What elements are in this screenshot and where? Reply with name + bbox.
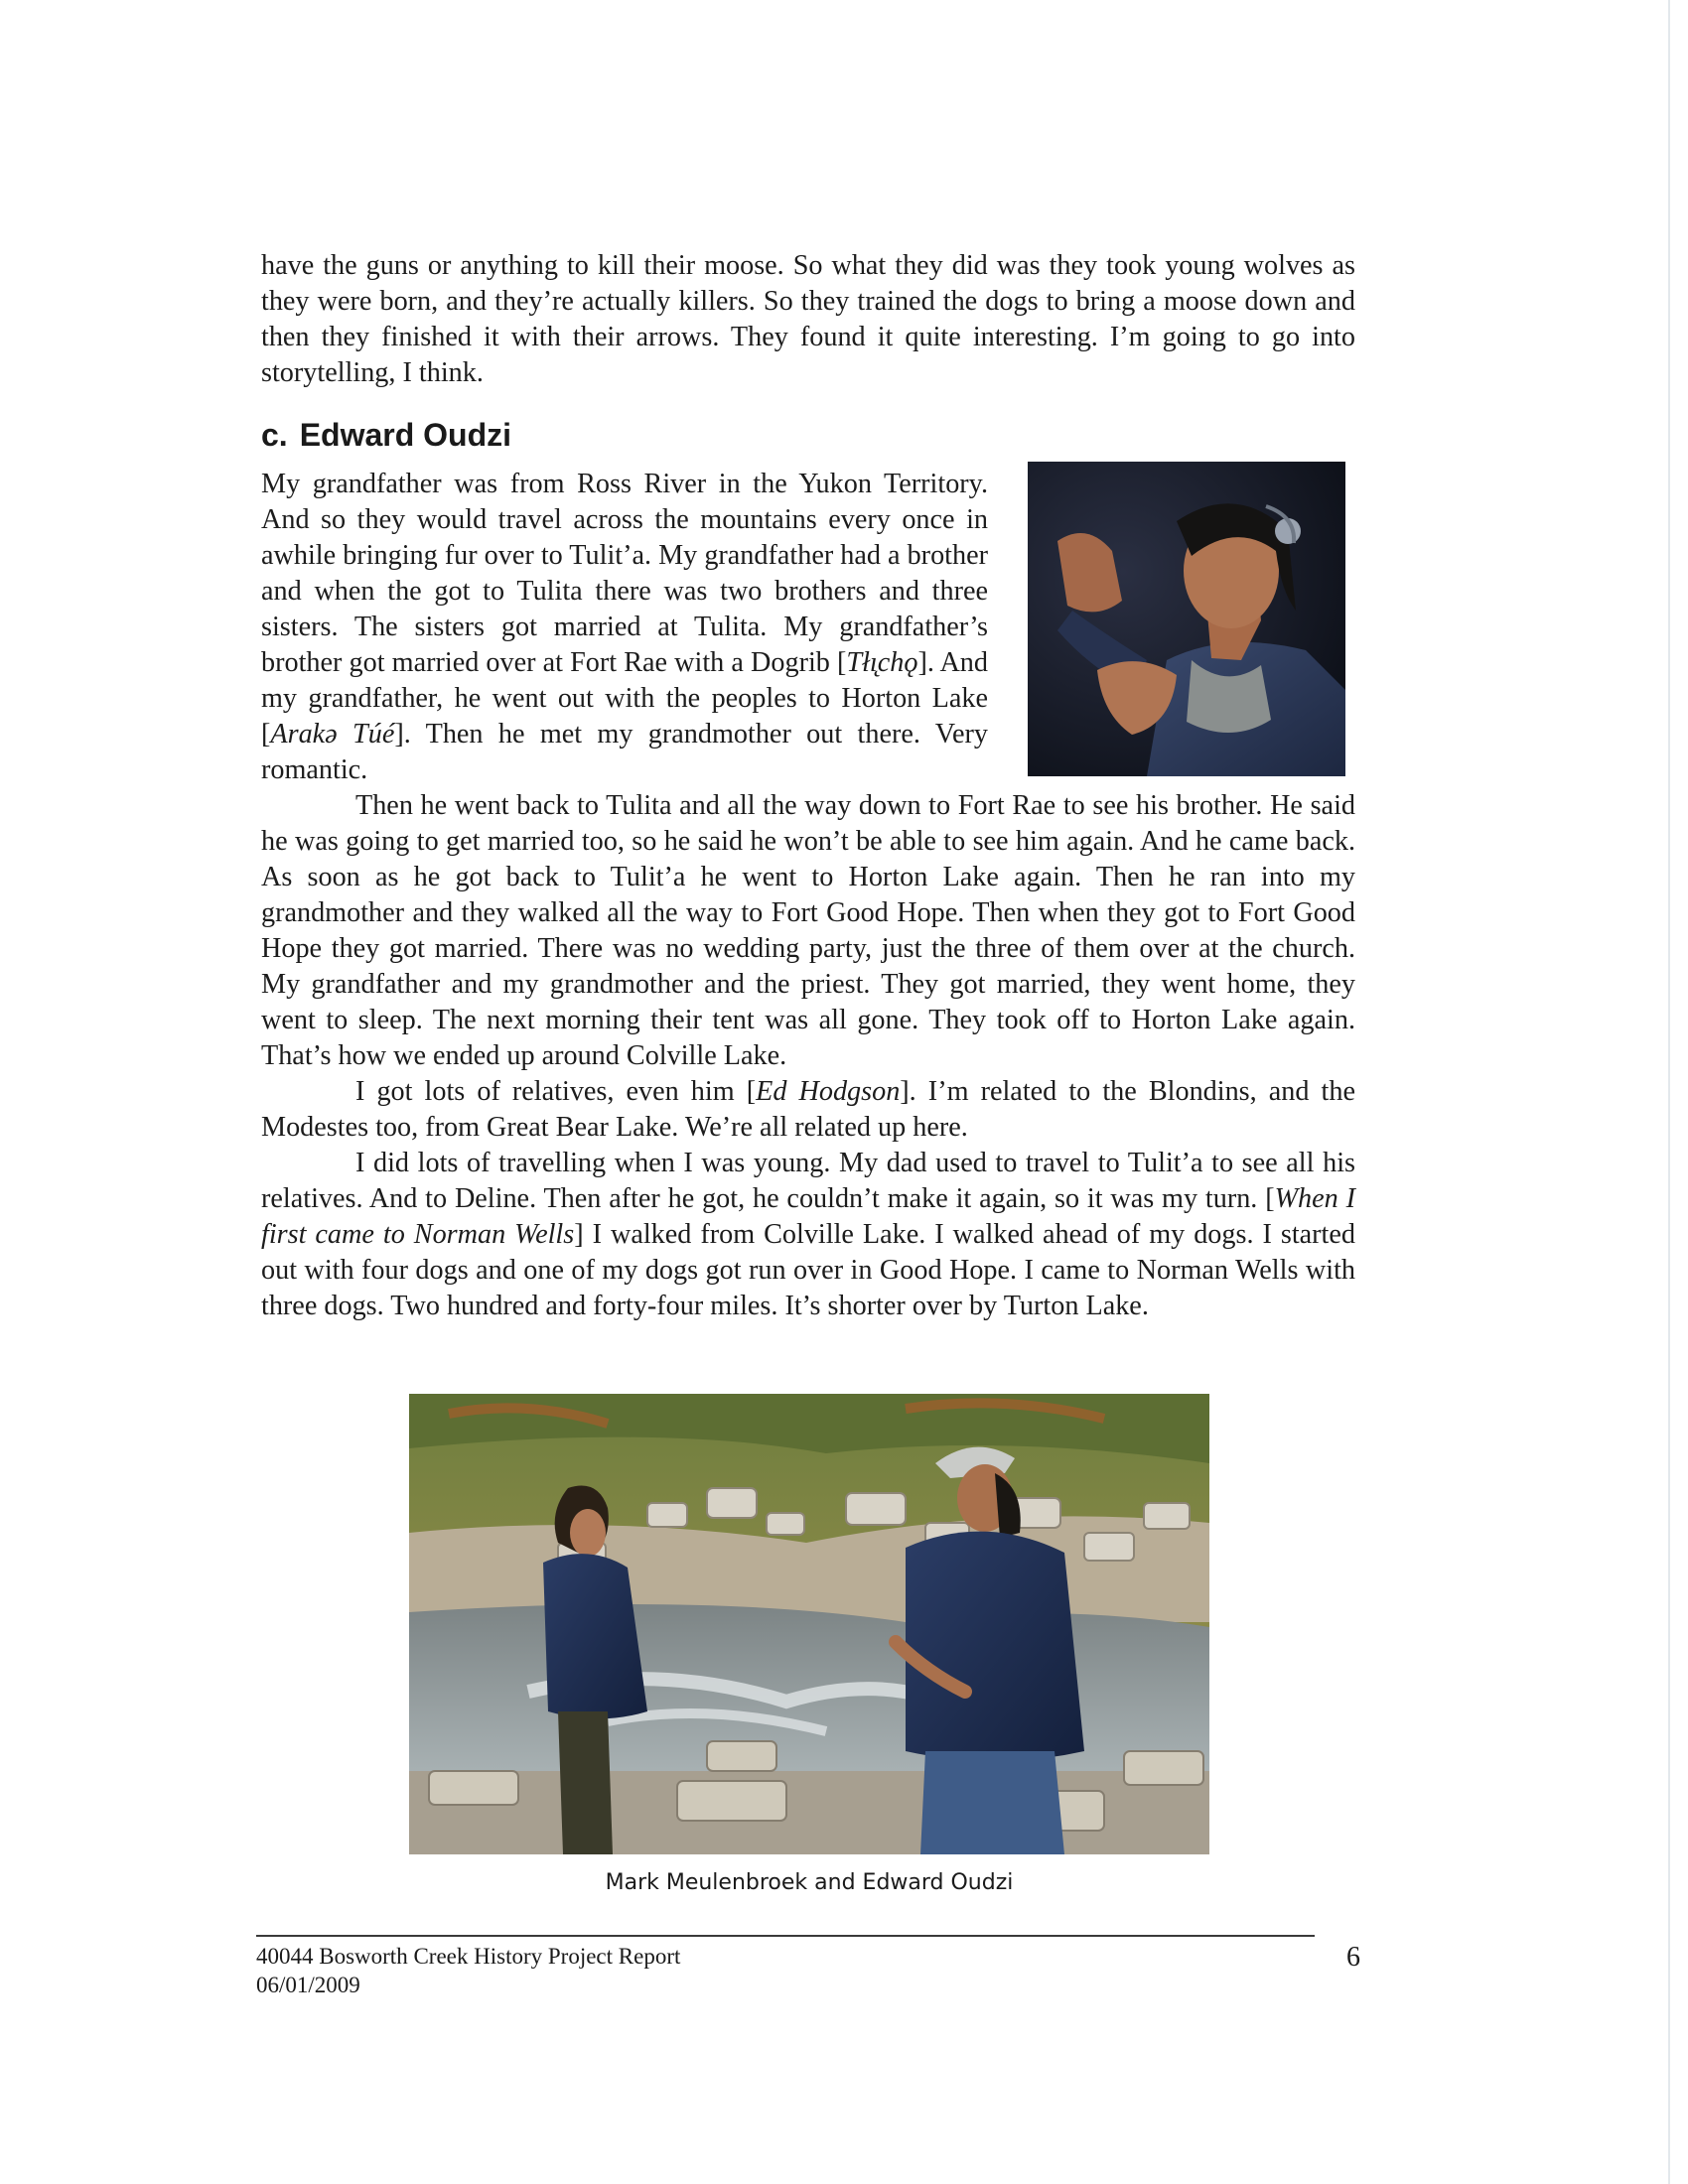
paragraph-1-part-a: My grandfather was from Ross River in the Yukon Territory. And so they would travel across the mountains every once in awhile bringing fur over to Tulit’a. My grandfather had a brother and when the got to Tulita there was two brothers and three sisters. The sisters got married at Tulita. My grandfather’s brother got married over at Fort Rae with a Dogrib [ (261, 469, 988, 678)
paragraph-1-part-b: ]. And my grandfather, he went out with the peoples to Horton Lake [ (261, 647, 988, 750)
tlicho-term: Tłı̨chǫ (846, 647, 918, 678)
paragraph-3-part-a: I got lots of relatives, even him [ (355, 1076, 757, 1107)
section-paragraph-3 (261, 1074, 1355, 1146)
footer-date: 06/01/2009 (256, 1973, 360, 1997)
page-edge-shadow (1668, 0, 1670, 2184)
section-letter: c. (261, 417, 288, 453)
horton-lake-term: Arakə Túé (270, 719, 395, 750)
section-heading (261, 415, 511, 455)
section-title: Edward Oudzi (299, 417, 512, 453)
paragraph-4-part-b: ] I walked from Colville Lake. I walked ahead of my dogs. I started out with four dogs and one of my dogs got run over in Good Hope. I came to Norman Wells with three dogs. Two hundred and forty-four miles. It’s shorter over by Turton Lake. (261, 1219, 1355, 1321)
river-photo (409, 1394, 1209, 1854)
portrait-photo-edward-oudzi (1028, 462, 1345, 776)
paragraph-1-part-c: ]. Then he met my grandmother out there. Very romantic. (261, 719, 988, 785)
ed-hodgson-note: Ed Hodgson (756, 1076, 901, 1107)
figure-caption: Mark Meulenbroek and Edward Oudzi (605, 1870, 1014, 1895)
section-paragraph-1 (261, 467, 988, 788)
paragraph-4-part-a: I did lots of travelling when I was young. My dad used to travel to Tulit’a to see all his relatives. And to Deline. Then after he got, he couldn’t make it again, so it was my turn. [ (261, 1148, 1355, 1214)
section-paragraph-2: Then he went back to Tulita and all the way down to Fort Rae to see his brother. He said he was going to get married too, so he said he won’t be able to see him again. And he came back. As soon as he got back to Tulit’a he went to Horton Lake again. Then he ran into my grandmother and they walked all the way to Fort Good Hope. Then when they got to Fort Good Hope they got married. There was no wedding party, just the three of them over at the church. My grandfather and my grandmother and the priest. They got married, they went home, they went to sleep. The next morning their tent was all gone. They took off to Horton Lake again. That’s how we ended up around Colville Lake. (261, 790, 1355, 1071)
norman-wells-note: When I first came to Norman Wells (261, 1183, 1355, 1250)
section-paragraph-4 (261, 1146, 1355, 1324)
paragraph-3-part-b: ]. I’m related to the Blondins, and the Modestes too, from Great Bear Lake. We’re all related up here. (261, 1076, 1355, 1143)
footer-report-title: 40044 Bosworth Creek History Project Report (256, 1944, 681, 1969)
page-number: 6 (1346, 1942, 1360, 1973)
intro-paragraph: have the guns or anything to kill their moose. So what they did was they took young wolves as they were born, and they’re actually killers. So they trained the dogs to bring a moose down and then they finished it with their arrows. They found it quite interesting. I’m going to go into storytelling, I think. (261, 250, 1355, 388)
footer-divider (256, 1935, 1315, 1937)
